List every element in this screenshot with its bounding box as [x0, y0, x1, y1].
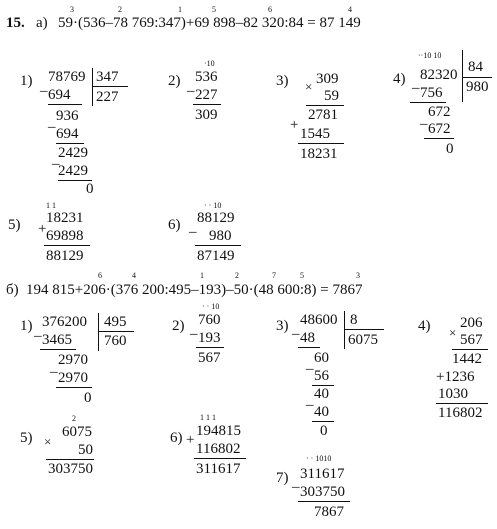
- subtrahend: 980: [209, 228, 232, 244]
- step-label: 6): [170, 430, 183, 446]
- result: 309: [195, 107, 218, 123]
- work-line: 40: [314, 404, 329, 420]
- order-mark: 7: [272, 271, 276, 280]
- order-mark: 3: [70, 5, 74, 14]
- result: 303750: [48, 461, 93, 477]
- quotient: 760: [104, 333, 127, 349]
- rule: [56, 143, 84, 144]
- order-mark: 1: [200, 271, 204, 280]
- part-b-expression: 194 815+206·(376 200:495–193)–50·(48 600:8) = 7867: [26, 282, 363, 298]
- order-mark: 3: [356, 271, 360, 280]
- remainder: 0: [446, 141, 454, 157]
- divisor: 8: [350, 312, 358, 328]
- rule: [44, 245, 90, 246]
- remainder: 0: [84, 390, 92, 406]
- partial-product: 1545: [300, 126, 330, 142]
- dividend: 82320: [420, 67, 458, 83]
- result: 116802: [438, 405, 483, 421]
- division-bar: [462, 77, 492, 78]
- dividend: 376200: [42, 314, 87, 330]
- step-label: 5): [8, 217, 21, 233]
- addend: 194815: [196, 423, 241, 439]
- division-bar: [344, 311, 345, 349]
- carry-marks: 2: [72, 414, 76, 423]
- rule: [298, 347, 320, 348]
- partial-product: 2781: [308, 107, 338, 123]
- step-label: 4): [393, 71, 406, 87]
- minuend: 311617: [300, 466, 345, 482]
- work-line: 2970: [58, 370, 88, 386]
- minuend: 760: [198, 312, 221, 328]
- multiply-sign: ×: [305, 79, 313, 94]
- partial-product: +1236: [436, 369, 475, 385]
- part-b-label: б): [6, 282, 19, 298]
- work-line: 2429: [58, 145, 88, 161]
- multiplier: 50: [78, 442, 93, 458]
- work-line: 2970: [58, 352, 88, 368]
- plus-sign: +: [186, 432, 195, 448]
- multiplicand: 206: [460, 315, 483, 331]
- rule: [194, 458, 246, 459]
- partial-product: 1030: [438, 386, 468, 402]
- division-bar: [92, 86, 128, 87]
- result: 87149: [197, 248, 235, 264]
- work-line: 694: [56, 126, 79, 142]
- multiply-sign: ×: [449, 325, 457, 340]
- rule: [306, 105, 344, 106]
- rule: [195, 245, 241, 246]
- addend: 116802: [196, 441, 241, 457]
- step-label: 6): [168, 217, 181, 233]
- minus-sign: _: [292, 321, 300, 337]
- minus-sign: _: [40, 78, 48, 94]
- work-line: 756: [420, 85, 443, 101]
- dividend: 78769: [48, 69, 86, 85]
- rule: [193, 104, 221, 105]
- division-bar: [344, 329, 384, 330]
- rule: [196, 347, 224, 348]
- work-line: 672: [428, 104, 451, 120]
- step-label: 3): [276, 318, 289, 334]
- borrow-marks: · · 10: [202, 302, 220, 311]
- rule: [48, 104, 82, 105]
- multiplicand: 309: [316, 71, 339, 87]
- multiplicand: 6075: [62, 424, 92, 440]
- borrow-marks: · · 1010: [306, 454, 332, 463]
- step-label: 2): [172, 318, 185, 334]
- work-line: 672: [428, 121, 451, 137]
- minus-sign: _: [52, 151, 60, 167]
- minus-sign: _: [292, 474, 300, 490]
- rule: [56, 387, 92, 388]
- borrow-marks: ·10: [204, 59, 215, 68]
- problem-number: 15.: [6, 15, 25, 31]
- minus-sign: _: [187, 78, 195, 94]
- partial-product: 1442: [452, 351, 482, 367]
- order-mark: 5: [212, 5, 216, 14]
- subtrahend: 303750: [300, 484, 345, 500]
- quotient: 6075: [348, 332, 378, 348]
- remainder: 0: [320, 423, 328, 439]
- order-mark: 4: [348, 5, 352, 14]
- borrow-marks: · · 10: [204, 201, 222, 210]
- order-mark: 4: [132, 271, 136, 280]
- order-mark: 6: [98, 271, 102, 280]
- minuend: 88129: [197, 210, 235, 226]
- rule: [410, 102, 446, 103]
- rule: [312, 421, 334, 422]
- divisor: 347: [96, 69, 119, 85]
- division-bar: [92, 68, 93, 106]
- divisor: 84: [468, 59, 483, 75]
- order-mark: 6: [268, 5, 272, 14]
- subtrahend: 227: [195, 87, 218, 103]
- multiplier: 59: [324, 88, 339, 104]
- dividend: 48600: [300, 312, 338, 328]
- step-label: 5): [20, 430, 33, 446]
- work-line: 694: [48, 87, 71, 103]
- order-mark: 2: [235, 271, 239, 280]
- addend: 69898: [46, 228, 84, 244]
- rule: [436, 403, 488, 404]
- minus-sign: _: [34, 323, 42, 339]
- order-mark: 2: [118, 5, 122, 14]
- minus-sign: _: [306, 356, 314, 372]
- minus-sign: _: [412, 75, 420, 91]
- step-label: 7): [276, 470, 289, 486]
- division-bar: [462, 50, 463, 102]
- addend: 18231: [46, 210, 84, 226]
- minus-sign: _: [306, 392, 314, 408]
- work-line: 2429: [58, 163, 88, 179]
- minuend: 536: [195, 69, 218, 85]
- minus-sign: _: [48, 114, 56, 130]
- subtrahend: 193: [198, 330, 221, 346]
- result: 7867: [314, 504, 344, 520]
- borrow-marks: ··10 10: [418, 51, 442, 60]
- step-label: 2): [168, 73, 181, 89]
- step-label: 4): [418, 318, 431, 334]
- rule: [46, 459, 94, 460]
- result: 567: [198, 350, 221, 366]
- quotient: 980: [466, 79, 489, 95]
- work-line: 60: [314, 350, 329, 366]
- carry-marks: 1 1 1: [200, 413, 216, 422]
- work-line: 936: [56, 108, 79, 124]
- work-line: 56: [314, 368, 329, 384]
- quotient: 227: [96, 89, 119, 105]
- multiply-sign: ×: [44, 434, 52, 449]
- work-line: 3465: [42, 332, 72, 348]
- rule: [298, 501, 350, 502]
- minus-sign: _: [189, 219, 197, 235]
- result: 88129: [46, 248, 84, 264]
- carry-marks: 1 1: [46, 201, 56, 210]
- part-a-expression: 59·(536–78 769:347)+69 898–82 320:84 = 87 149: [58, 15, 361, 31]
- rule: [452, 349, 488, 350]
- multiplier: 567: [460, 332, 483, 348]
- plus-sign: +: [38, 221, 47, 237]
- work-line: 40: [314, 386, 329, 402]
- step-label: 1): [20, 73, 33, 89]
- work-line: 48: [300, 330, 315, 346]
- result: 18231: [300, 146, 338, 162]
- rule: [298, 143, 344, 144]
- remainder: 0: [86, 181, 94, 197]
- division-bar: [98, 331, 134, 332]
- step-label: 1): [20, 318, 33, 334]
- rule: [424, 138, 454, 139]
- order-mark: 1: [178, 5, 182, 14]
- rule: [40, 349, 76, 350]
- part-a-label: а): [36, 15, 48, 31]
- minus-sign: _: [50, 359, 58, 375]
- division-bar: [98, 313, 99, 351]
- minus-sign: _: [190, 321, 198, 337]
- plus-sign: +: [290, 117, 299, 133]
- result: 311617: [196, 461, 241, 477]
- minus-sign: _: [420, 111, 428, 127]
- divisor: 495: [104, 314, 127, 330]
- step-label: 3): [276, 73, 289, 89]
- order-mark: 5: [300, 271, 304, 280]
